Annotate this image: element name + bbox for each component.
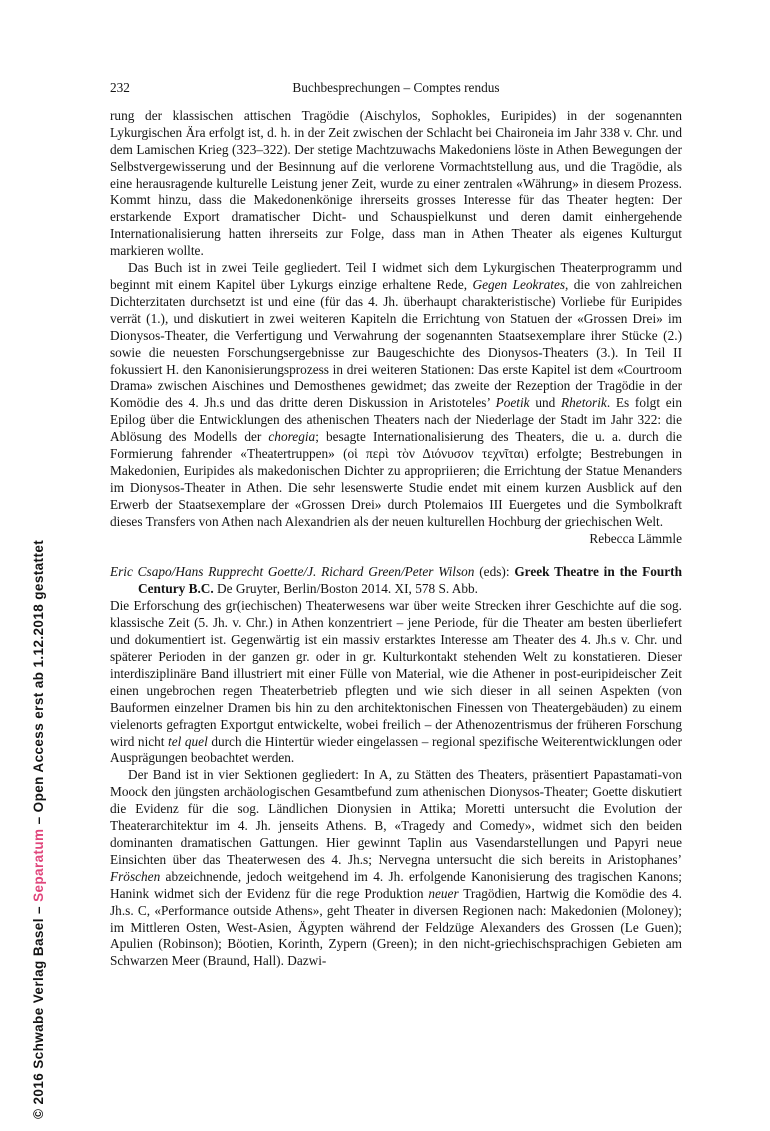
running-title: Buchbesprechungen – Comptes rendus xyxy=(292,80,500,95)
review2-heading: Eric Csapo/Hans Rupprecht Goette/J. Richard Green/Peter Wilson (eds): Greek Theatre in the Fourth Century B.C. De Gruyter, Berlin/Boston 2014. XI, 578 S. Abb. xyxy=(110,564,682,597)
page-header xyxy=(110,80,682,97)
page-number: 232 xyxy=(110,80,130,95)
sidebar-separatum: Separatum xyxy=(31,828,46,902)
main-content xyxy=(110,80,682,970)
review1-paragraph-1: rung der klassischen attischen Tragödie (Aischylos, Sophokles, Euripides) in der sogenannten Lykurgischen Ära erfolgt ist, d. h. in der Zeit zwischen der Schlacht bei Chaironeia im Jahr 338 v. Chr. und dem Lamischen Krieg (323–322). Der stetige Machtzuwachs Makedoniens löste in Athen Bewegungen der Selbstvergewisserung und der Besinnung auf die verlorene Vormachtstellung aus, und die Tragödie, als eine herausragende kulturelle Leistung jener Zeit, wurde zu einer zentralen «Währung» in diesem Prozess. Kommt hinzu, dass die Makedonenkönige ihrerseits grosses Interesse für das Theater hegten: Der erstarkende Export dramatischer Dicht- und Schauspielkunst und deren damit einhergehende Internationalisierung hatten ihrerseits zur Folge, dass man in Athen Theater als eigenes Kulturgut markieren wollte. xyxy=(110,107,682,259)
sidebar-text-start: © 2016 Schwabe Verlag Basel – xyxy=(31,901,46,1119)
sidebar-text-end: – Open Access erst ab 1.12.2018 gestattet xyxy=(31,539,46,829)
copyright-sidebar xyxy=(31,540,46,1119)
review1-paragraph-2: Das Buch ist in zwei Teile gegliedert. Teil I widmet sich dem Lykurgischen Theaterprogramm und beginnt mit einem Kapitel über Lykurgs einzige erhaltene Rede, Gegen Leokrates, die von zahlreichen Dichterzitaten durchsetzt ist und eine (für das 4. Jh. überhaupt charakteristische) Vorliebe für Euripides verrät (1.), und diskutiert in zwei weiteren Kapiteln die Errichtung von Statuen der «Grossen Drei» im Dionysos-Theater, die Verfertigung und Verwahrung der sogenannten Staatsexemplare ihrer Stücke (2.) sowie die neuesten Forschungsergebnisse zur Baugeschichte des Dionysos-Theaters (3.). In Teil II fokussiert H. den Kanonisierungsprozess in drei weiteren Stationen: Das erste Kapitel ist dem «Courtroom Drama» zwischen Aischines und Demosthenes gewidmet; das zweite der Rezeption der Tragödie in der Komödie des 4. Jh.s und das dritte deren Diskussion in Aristoteles’ Poetik und Rhetorik. Es folgt ein Epilog über die Entwicklungen des athenischen Theaters nach der Niederlage der Stadt im Jahr 322: die Ablösung des Modells der choregia; besagte Internationalisierung des Theaters, die u. a. durch die Formierung fahrender «Theatertruppen» (οἱ περὶ τὸν Διόνυσον τεχνῖται) erfolgte; Bestrebungen in Makedonien, Euripides als makedonischen Dichter zu appropriieren; die Errichtung der Statue Menanders im Dionysos-Theater in Athen. Die sehr lesenswerte Studie endet mit einem kurzen Ausblick auf den Erwerb der Staatsexemplare der «Grossen Drei» durch Ptolemaios III Euergetes und die Symbolkraft dieses Transfers von Athen nach Alexandrien als der neuen kulturellen Hochburg der griechischen Welt. xyxy=(110,260,683,529)
reviewer-signature: Rebecca Lämmle xyxy=(589,530,682,546)
review2-paragraph-2: Der Band ist in vier Sektionen gegliedert: In A, zu Stätten des Theaters, präsentiert Papastamati-von Moock den jüngsten archäologischen Gesamtbefund zum athenischen Dionysos-Theater; Goette diskutiert die Evidenz für die sog. Ländlichen Dionysien in Attika; Moretti untersucht die Evolution der Theaterarchitektur im 4. Jh. jenseits Athens. B, «Tragedy and Comedy», widmet sich den beiden dominanten dramatischen Gattungen. Hier gewinnt Taplin aus Vasendarstellungen und Papyri neue Einsichten über das Theaterwesen des 4. Jh.s; Nervegna untersucht die sich bereits in Aristophanes’ Fröschen abzeichnende, jedoch weitgehend im 4. Jh. erfolgende Kanonisierung des tragischen Kanons; Hanink widmet sich der Evidenz für die rege Produktion neuer Tragödien, Hartwig die Komödie des 4. Jh.s. C, «Performance outside Athens», geht Theater in diversen Regionen nach: Makedonien (Moloney); im Mittleren Osten, West-Asien, Ägypten während der Feldzüge Alexanders des Grossen (Le Guen); Apulien (Robinson); Böotien, Korinth, Zypern (Green); in den nicht-griechischsprachigen Gebieten am Schwarzen Meer (Braund, Hall). Dazwi- xyxy=(110,767,682,969)
review2-paragraph-1: Die Erforschung des gr(iechischen) Theaterwesens war über weite Strecken ihrer Geschichte auf die sog. klassische Zeit (5. Jh. v. Chr.) in Athen konzentriert – jene Periode, für die Theater am besten überliefert und dokumentiert ist. Gegenwärtig ist ein massiv erstarktes Interesse am Theater des 4. Jh.s v. Chr. und späterer Perioden in der ganzen gr. oder in gr. Kulturkontakt stehenden Welt zu konstatieren. Dieser interdisziplinäre Band illustriert mit einer Fülle von Material, wie die Athener in post-euripideischer Zeit einen ungebrochen regen Theaterbetrieb pflegten und wie sich dieser in all seinen Aspekten (von Bauformen einzelner Dramen bis hin zu den architektonischen Finessen von Theatergebäuden) zu einem vielenorts gefragten Exportgut entwickelte, wobei freilich – der Athenozentrismus der früheren Forschung wird nicht tel quel durch die Hintertür wieder eingelassen – regional spezifische Weiterentwicklungen oder Ausprägungen beobachtet werden. xyxy=(110,598,682,766)
